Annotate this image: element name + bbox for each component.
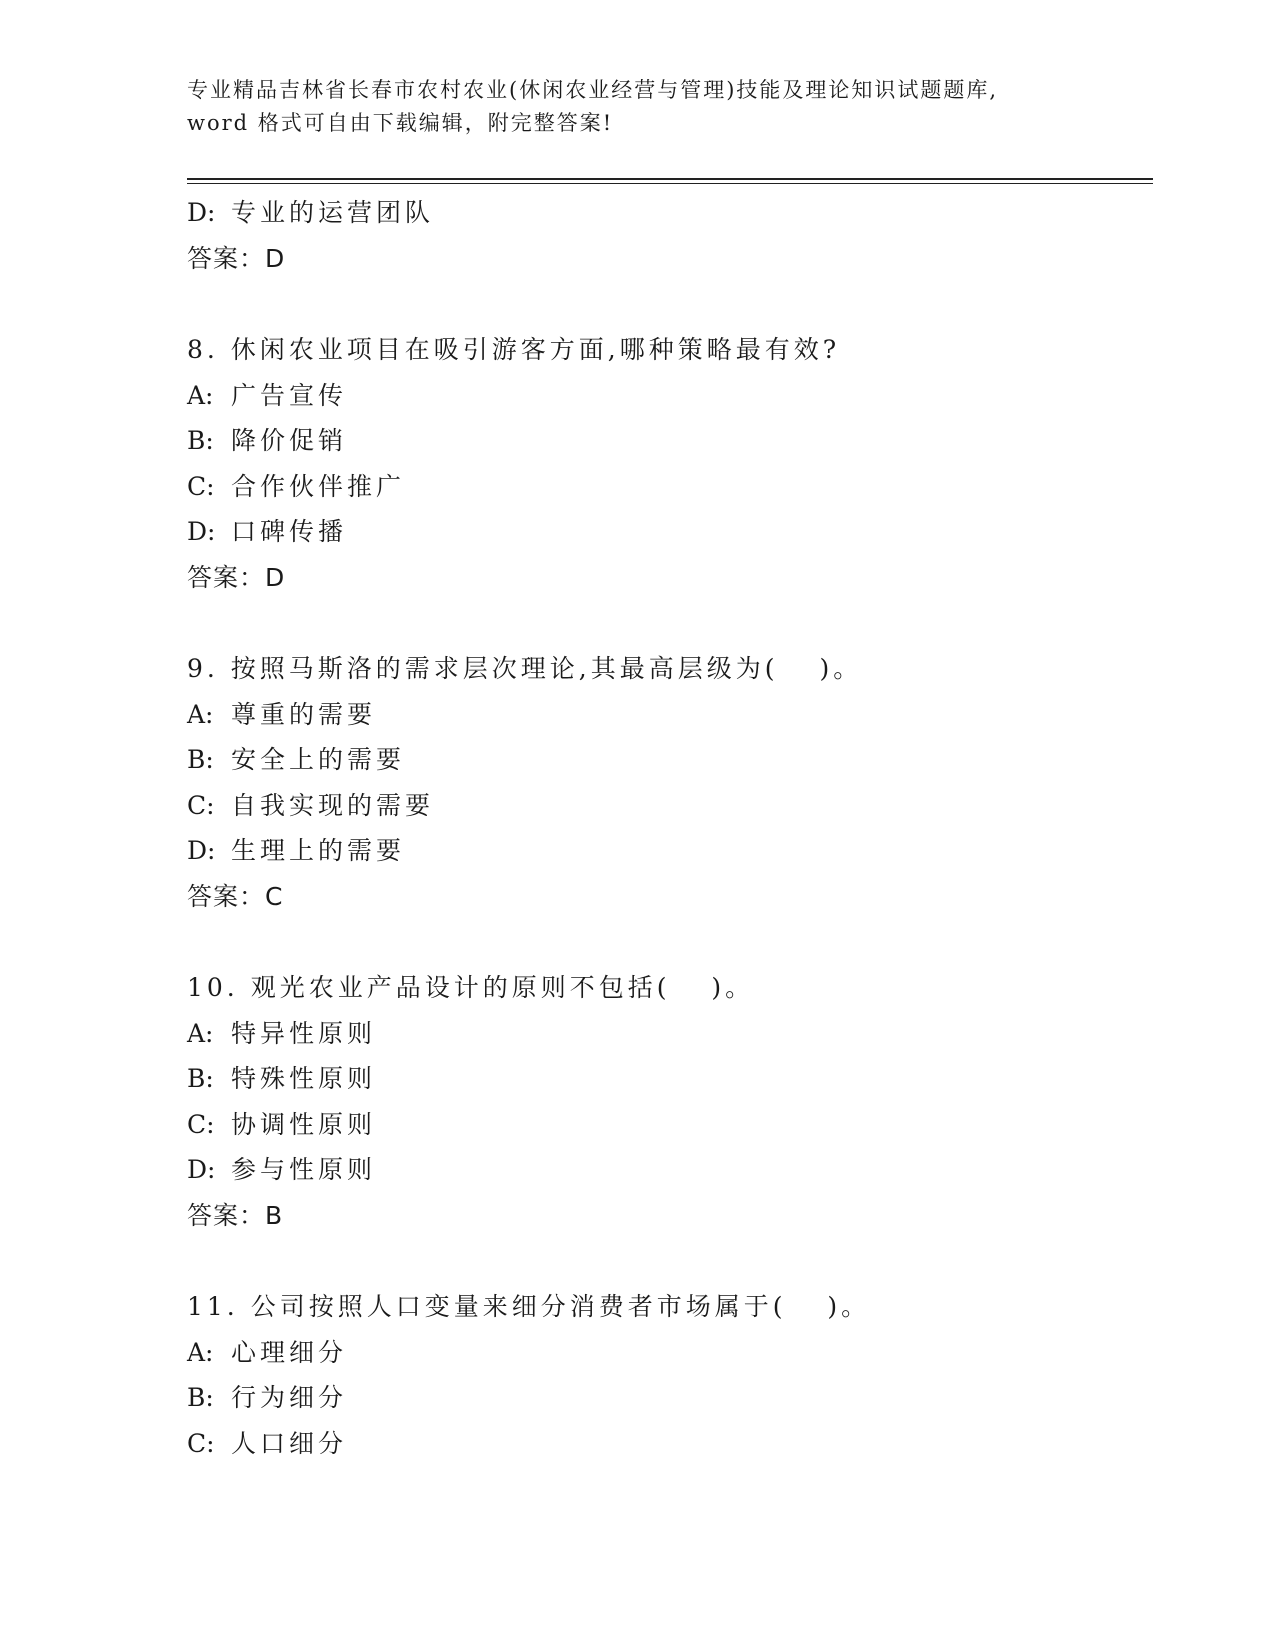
option-letter: A:: [187, 380, 214, 410]
spacer: [187, 600, 1167, 646]
option-letter: D:: [187, 198, 216, 227]
option-text: 专业的运营团队: [231, 198, 435, 227]
option-line: [187, 1102, 1167, 1148]
answer-line: 答案：B: [187, 1200, 284, 1230]
option-text: 广告宣传: [231, 380, 348, 410]
option-text: 协调性原则: [231, 1109, 377, 1139]
option-letter: D:: [187, 836, 216, 865]
option-letter: A:: [187, 1337, 214, 1367]
option-line: [187, 464, 1167, 510]
option-text: 心理细分: [231, 1337, 348, 1367]
option-line: [187, 509, 1167, 555]
option-line: [187, 1421, 1167, 1467]
option-line: [187, 1011, 1167, 1057]
option-line: [187, 783, 1167, 829]
option-line: [187, 1375, 1167, 1421]
option-text: 降价促销: [231, 426, 348, 455]
option-letter: C:: [187, 1109, 215, 1139]
option-line: [187, 418, 1167, 464]
question-stem: 9. 按照马斯洛的需求层次理论,其最高层级为( )。: [187, 654, 863, 683]
option-line: [187, 737, 1167, 783]
option-letter: B:: [187, 745, 214, 774]
option-line: [187, 1056, 1167, 1102]
option-letter: B:: [187, 426, 214, 455]
option-letter: B:: [187, 1383, 214, 1412]
option-line: [187, 692, 1167, 738]
option-text: 特殊性原则: [231, 1064, 377, 1093]
option-text: 口碑传播: [231, 517, 348, 546]
spacer: [187, 919, 1167, 965]
option-letter: C:: [187, 790, 215, 820]
option-text: 自我实现的需要: [231, 790, 435, 820]
question-stem: 10. 观光农业产品设计的原则不包括( )。: [187, 973, 755, 1002]
option-letter: C:: [187, 1428, 215, 1458]
option-text: 特异性原则: [231, 1018, 377, 1048]
option-letter: D:: [187, 517, 216, 546]
answer-line: 答案：D: [187, 243, 286, 273]
option-letter: A:: [187, 1018, 214, 1048]
spacer: [187, 1238, 1167, 1284]
header-divider-thin: [187, 183, 1153, 184]
header-divider-thick: [187, 178, 1153, 180]
spacer: [187, 281, 1167, 327]
option-letter: A:: [187, 699, 214, 729]
option-line: [187, 1147, 1167, 1193]
question-stem: 11. 公司按照人口变量来细分消费者市场属于( )。: [187, 1292, 871, 1321]
option-letter: D:: [187, 1155, 216, 1184]
answer-line: 答案：D: [187, 562, 286, 592]
option-text: 人口细分: [231, 1428, 348, 1458]
header-title-line-2: word 格式可自由下载编辑，附完整答案!: [187, 111, 614, 135]
option-line: [187, 190, 1167, 236]
option-line: [187, 1330, 1167, 1376]
option-letter: B:: [187, 1064, 214, 1093]
option-text: 安全上的需要: [231, 745, 406, 774]
option-text: 尊重的需要: [231, 699, 377, 729]
question-list: [187, 190, 1167, 1466]
option-text: 合作伙伴推广: [231, 471, 406, 501]
option-letter: C:: [187, 471, 215, 501]
option-line: [187, 373, 1167, 419]
option-text: 参与性原则: [231, 1155, 377, 1184]
option-line: [187, 828, 1167, 874]
option-text: 生理上的需要: [231, 836, 406, 865]
answer-line: 答案：C: [187, 881, 284, 911]
option-text: 行为细分: [231, 1383, 348, 1412]
header-title-line-1: 专业精品吉林省长春市农村农业(休闲农业经营与管理)技能及理论知识试题题库,: [187, 78, 999, 102]
document-header: [187, 74, 1087, 140]
question-stem: 8. 休闲农业项目在吸引游客方面,哪种策略最有效?: [187, 335, 841, 364]
